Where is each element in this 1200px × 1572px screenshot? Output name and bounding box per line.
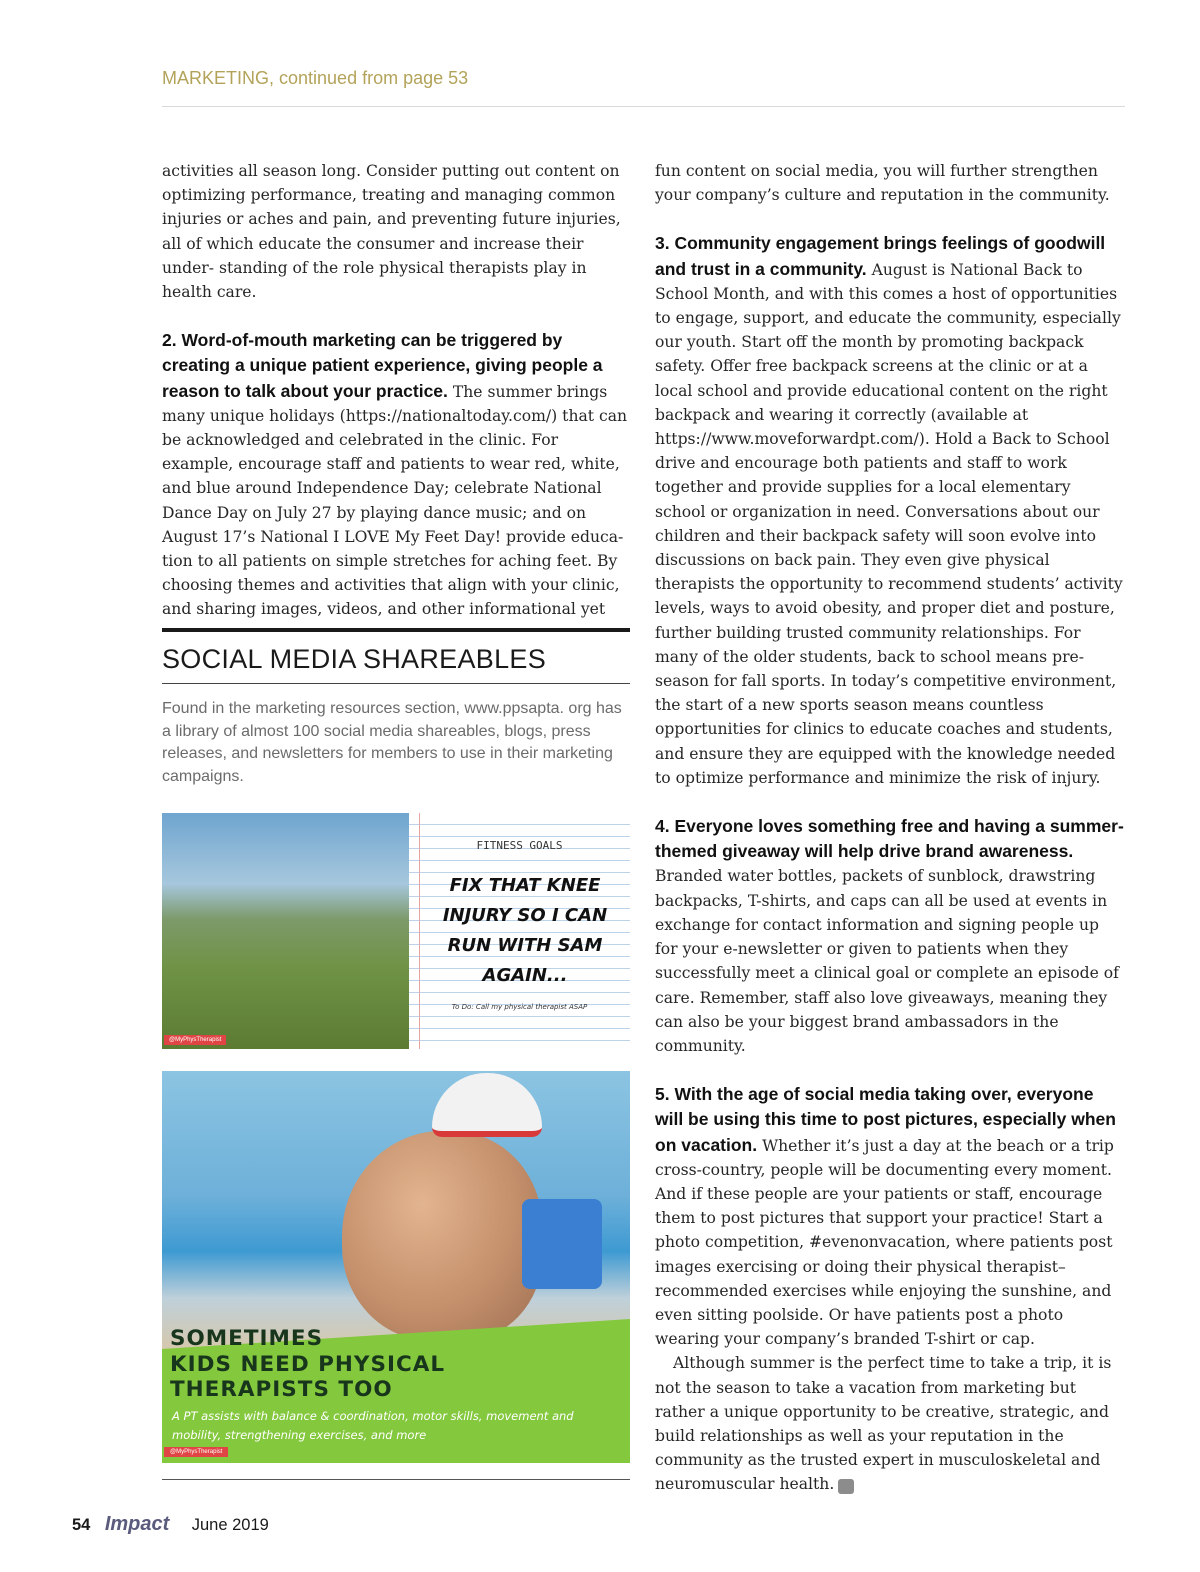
paragraph-giveaway — [655, 814, 1125, 1058]
paragraph-body: The summer brings many unique holidays (https://nationaltoday.com/) that can be acknowledged and celebrated in the clinic. For example, encourage staff and patients to wear red, white, and blue around Independence Day; celebrate National Dance Day on July 27 by playing dance music; and on August 17’s National I LOVE My Feet Day! provide educa- tion to all patients on simple stretches for aching feet. By choosing themes and activities that align with your clinic, and sharing images, videos, and other informational yet — [162, 382, 628, 619]
cap-shape — [432, 1073, 542, 1137]
header-rule — [162, 106, 1125, 107]
right-column — [655, 159, 1125, 1497]
page-footer — [72, 1513, 269, 1536]
notepad-main-text: FIX THAT KNEE INJURY SO I CAN RUN WITH SAM AGAIN... — [442, 875, 608, 986]
sidebar-bottom-rule — [162, 1479, 630, 1480]
paragraph-closing — [655, 1351, 1125, 1496]
paragraph-word-of-mouth — [162, 328, 632, 621]
running-head: MARKETING, continued from page 53 — [162, 68, 469, 88]
paragraph-lead: 4. Everyone loves something free and having a summer-themed giveaway will help drive brand awareness. — [655, 816, 1124, 862]
page-number: 54 — [72, 1516, 91, 1534]
bucket-shape — [522, 1199, 602, 1289]
runner-photo — [162, 813, 409, 1049]
sidebar-title: SOCIAL MEDIA SHAREABLES — [162, 644, 547, 674]
child-photo — [342, 1131, 542, 1341]
paragraph-lead: 2. Word-of-mouth marketing can be triggered by creating a unique patient experience, giving people a reason to talk about your practice. — [162, 330, 603, 401]
left-column — [162, 159, 632, 622]
banner-title: SOMETIMES KIDS NEED PHYSICAL THERAPISTS TOO — [170, 1326, 446, 1402]
social-handle-badge: @MyPhysTherapist — [164, 1447, 228, 1457]
notepad-subtext: To Do: Call my physical therapist ASAP — [451, 1003, 588, 1011]
paragraph-community-engagement — [655, 231, 1125, 790]
paragraph-lead: 5. With the age of social media taking over, everyone will be using this time to post pictures, especially when on vacation. — [655, 1084, 1116, 1155]
paragraph-body: Whether it’s just a day at the beach or a trip cross-country, people will be documenting every moment. And if these people are your patients or staff, encourage them to post pictures that support your practice! Start a photo competition, #evenonvacation, where patients post images exercising or doing their physical therapist– recommended exercises while enjoying the sunshine, and even sitting poolside. Or have patients post a photo wearing your company’s branded T-shirt or cap. — [655, 1136, 1114, 1349]
sidebar-description: Found in the marketing resources section, www.ppsapta. org has a library of almost 100 social media shareables, blogs, press releases, and newsletters for members to use in their marketing campaigns. — [162, 700, 622, 785]
issue-date: June 2019 — [191, 1516, 269, 1534]
sidebar-rule — [162, 683, 630, 684]
paragraph-social-media — [655, 1082, 1125, 1351]
paragraph-lead: 3. Community engagement brings feelings of goodwill and trust in a community. — [655, 233, 1106, 279]
paragraph-body: Branded water bottles, packets of sunblock, drawstring backpacks, T-shirts, and caps can all be used at events in exchange for contact information and signing people up for your e-newsletter or given to patients when they successfully meet a clinical goal or complete an episode of care. Remember, staff also love giveaways, meaning they can also be your biggest brand ambassadors in the community. — [655, 867, 1119, 1055]
paragraph: activities all season long. Consider putting out content on optimizing performance, treating and managing common injuries or aches and pain, and preventing future injuries, all of which educate the consumer and increase their under- standing of the role physical therapists play in health care. — [162, 162, 621, 302]
paragraph-body: Although summer is the perfect time to take a trip, it is not the season to take a vacation from marketing but rather a unique opportunity to be creative, strategic, and build relationships as well as your reputation in the community as the trusted expert in musculoskeletal and neuromuscular health. — [655, 1354, 1112, 1494]
paragraph-body: August is National Back to School Month, and with this comes a host of opportunities to engage, support, and educate the community, especially our youth. Start off the month by promoting backpack safety. Offer free backpack screens at the clinic or at a local school and provide educational content on the right backpack and wearing it correctly (available at https://www.moveforwardpt.com/). Hold a Back to School drive and encourage both patients and staff to work together and provide supplies for a local elementary school or organization in need. Conversations about our children and their backpack safety will soon evolve into discussions on back pain. They even give physical therapists the opportunity to recommend students’ activity levels, ways to avoid obesity, and proper diet and posture, further building trusted community relationships. For many of the older students, back to school means pre-season for fall sports. In today’s competitive environment, the start of a new sports season means countless opportunities for clinics to educate coaches and students, and ensure they are equipped with the knowledge needed to optimize performance and minimize the risk of injury. — [655, 260, 1123, 787]
shareable-image-fitness-goals — [162, 813, 630, 1049]
shareable-image-kids-pt — [162, 1071, 630, 1463]
banner-subtitle: A PT assists with balance & coordination, motor skills, movement and mobility, strengthening exercises, and more — [172, 1409, 574, 1442]
paragraph: fun content on social media, you will further strengthen your company’s culture and reputation in the community. — [655, 162, 1110, 205]
social-media-shareables-box — [162, 628, 630, 788]
social-handle-badge: @MyPhysTherapist — [164, 1035, 226, 1045]
end-mark-icon: I — [838, 1479, 854, 1494]
magazine-name: Impact — [104, 1513, 170, 1535]
notepad-header: FITNESS GOALS — [476, 839, 563, 852]
notepad-graphic — [409, 813, 630, 1049]
